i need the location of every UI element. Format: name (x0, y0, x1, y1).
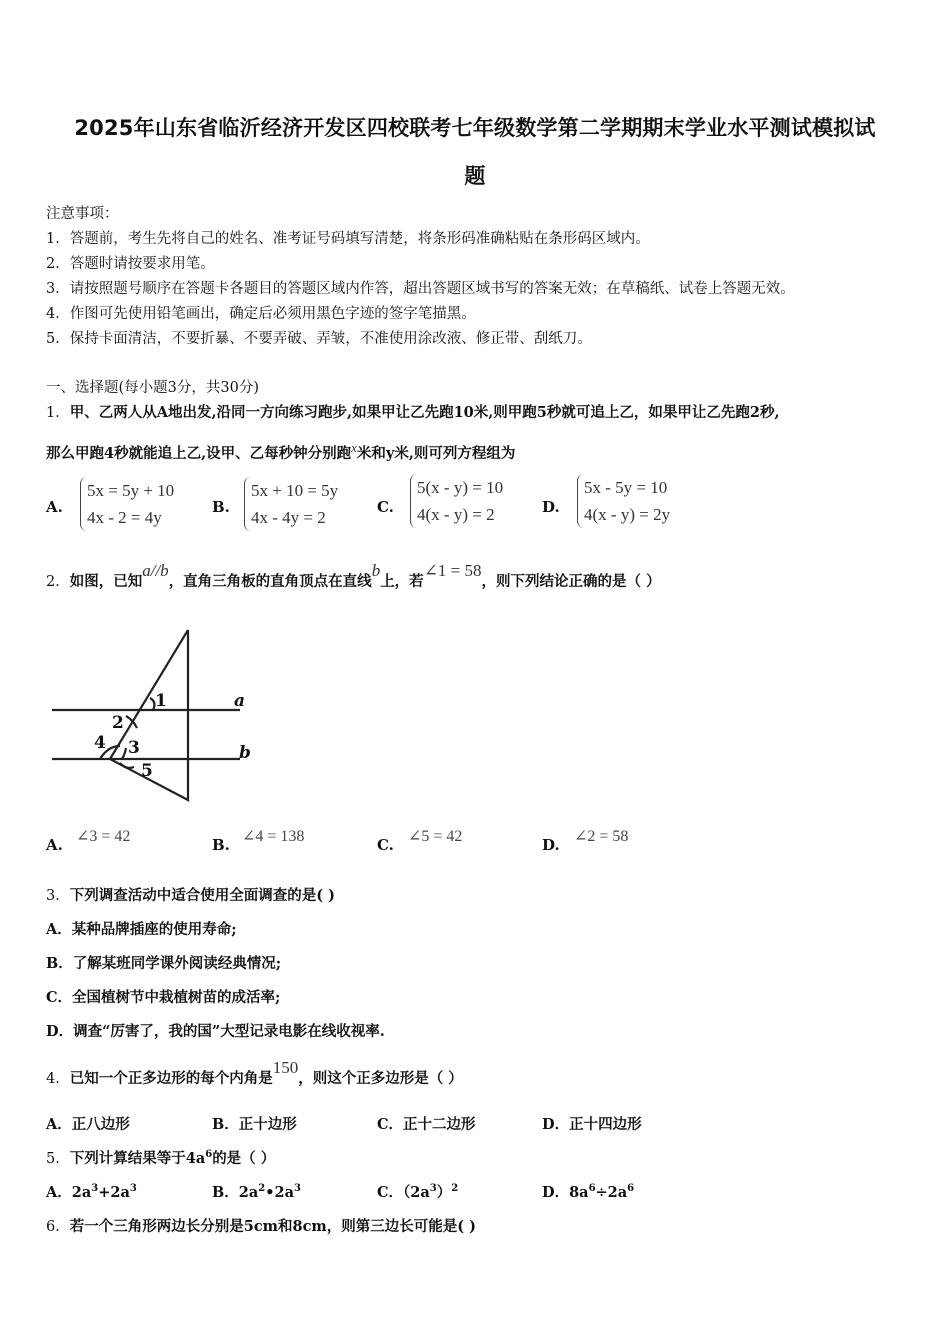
notice-item: 1．答题前，考生先将自己的姓名、准考证号码填写清楚，将条形码准确粘贴在条形码区域内。 (46, 231, 650, 247)
line-label-a: a (234, 691, 246, 711)
option-text: 正八边形 (71, 1116, 130, 1133)
option-label: A． (46, 1116, 72, 1133)
equation: 5x + 10 = 5y (251, 481, 339, 500)
exponent: 3 (293, 1183, 301, 1195)
equation-system-b (244, 477, 338, 531)
question-5-option-a (46, 1181, 137, 1202)
geometry-figure (40, 620, 280, 810)
question-4-part: 已知一个正多边形的每个内角是 (69, 1070, 273, 1087)
exponent: 6 (205, 1149, 213, 1161)
exponent: 6 (627, 1183, 635, 1195)
option-text: 正十二边形 (403, 1116, 476, 1133)
question-1-line2 (46, 440, 515, 463)
exponent: 3 (91, 1183, 99, 1195)
section-heading: 一、选择题(每小题3分，共30分) (46, 380, 259, 396)
question-number: 2． (46, 574, 70, 590)
question-6-text (46, 1215, 476, 1236)
exponent: 3 (429, 1183, 437, 1195)
equation-system-a (80, 477, 174, 531)
question-4-text (46, 1058, 463, 1088)
question-4-option-c (377, 1113, 476, 1134)
question-3-option-d (46, 1020, 385, 1041)
equation-system-c (410, 474, 503, 528)
question-number: 1． (46, 405, 70, 421)
question-5-option-c (377, 1181, 458, 1202)
question-number: 3． (46, 888, 70, 904)
equation: 4(x - y) = 2 (417, 505, 495, 524)
question-number: 6． (46, 1219, 70, 1235)
question-5-option-d (542, 1181, 634, 1202)
equation: 5x = 5y + 10 (87, 481, 175, 500)
question-5-part: 的是（ ） (212, 1150, 276, 1167)
option-label: D. (542, 836, 560, 854)
option-label: C. (377, 836, 394, 854)
option-label: B. (212, 836, 230, 854)
equation: 4(x - y) = 2y (584, 505, 671, 524)
page-title: 2025年山东省临沂经济开发区四校联考七年级数学第二学期期末学业水平测试模拟试 (74, 116, 876, 140)
option-expr: 2a (238, 1184, 259, 1201)
equation: 5x - 5y = 10 (584, 478, 668, 497)
question-2-part: 上，若 (380, 573, 424, 590)
question-1-line2-start: 那么甲跑4秒就能追上乙,设甲、乙每秒钟分别跑 (46, 444, 352, 462)
option-a-angle: ∠3 = 42 (76, 828, 131, 845)
math-a-parallel-b: a//b (142, 561, 169, 580)
question-4-part: ，则这个正多边形是（ ） (298, 1070, 463, 1087)
question-3-text (46, 884, 335, 905)
question-number: 4． (46, 1071, 70, 1087)
notice-heading: 注意事项： (46, 206, 119, 222)
exponent: 6 (588, 1183, 596, 1195)
math-angle-1: ∠1 = 58 (423, 561, 482, 580)
angle-label-1: 1 (155, 691, 167, 711)
question-6-stem: 若一个三角形两边长分别是5cm和8cm，则第三边长可能是( ) (69, 1218, 477, 1235)
angle-arc-5 (120, 763, 134, 768)
option-label: C． (46, 989, 73, 1006)
option-label: C. (377, 498, 394, 516)
notice-item: 2．答题时请按要求用笔。 (46, 256, 215, 272)
option-expr: 2a (71, 1184, 92, 1201)
option-text: 了解某班同学课外阅读经典情况; (72, 955, 282, 972)
exponent: 2 (451, 1183, 459, 1195)
option-label: D． (542, 1116, 570, 1133)
angle-label-4: 4 (94, 733, 106, 753)
question-3-stem: 下列调查活动中适合使用全面调查的是( ) (69, 887, 336, 904)
option-expr: •2a (265, 1184, 294, 1201)
option-expr: （2a (403, 1184, 430, 1201)
option-text: 全国植树节中栽植树苗的成活率; (72, 989, 281, 1006)
option-label: D. (542, 498, 560, 516)
option-label: A． (46, 1184, 72, 1201)
question-2-part: 如图，已知 (69, 573, 143, 590)
question-5-text (46, 1147, 275, 1168)
option-label: B． (212, 1184, 239, 1201)
option-label: A． (46, 921, 72, 938)
question-1-line1: 甲、乙两人从A地出发,沿同一方向练习跑步,如果甲让乙先跑10米,则甲跑5秒就可追上乙，如果甲让乙先跑2秒, (69, 404, 780, 421)
question-2-part: ，直角三角板的直角顶点在直线 (168, 573, 372, 590)
option-label: C． (377, 1184, 404, 1201)
equation: 4x - 4y = 2 (251, 508, 326, 527)
question-5-part: 下列计算结果等于4a (69, 1150, 206, 1167)
option-label: D． (542, 1184, 570, 1201)
equation: 4x - 2 = 4y (87, 508, 162, 527)
option-d-angle: ∠2 = 58 (574, 828, 629, 845)
question-4-option-b (212, 1113, 297, 1134)
question-2-text (46, 561, 661, 591)
option-text: 正十四边形 (569, 1116, 642, 1133)
equation: 5(x - y) = 10 (417, 478, 504, 497)
question-4-option-d (542, 1113, 642, 1134)
equation-system-d (577, 474, 670, 528)
notice-item: 5．保持卡面清洁，不要折暴、不要弄破、弄皱，不准使用涂改液、修正带、刮纸刀。 (46, 331, 592, 347)
option-expr: 8a (569, 1184, 589, 1201)
notice-item: 3．请按照题号顺序在答题卡各题目的答题区域内作答，超出答题区域书写的答案无效；在草稿纸、试卷上答题无效。 (46, 281, 795, 297)
question-3-option-b (46, 952, 281, 973)
question-3-option-a (46, 918, 237, 939)
option-label: C． (377, 1116, 404, 1133)
exponent: 2 (258, 1183, 266, 1195)
angle-label-3: 3 (128, 738, 140, 758)
angle-arc-1 (150, 698, 154, 710)
variable-x: x (351, 440, 357, 455)
option-c-angle: ∠5 = 42 (408, 828, 463, 845)
question-4-option-a (46, 1113, 130, 1134)
option-label: B． (46, 955, 73, 972)
question-5-option-b (212, 1181, 301, 1202)
question-2-part: ，则下列结论正确的是（ ） (481, 573, 661, 590)
question-number: 5． (46, 1151, 70, 1167)
notice-item: 4．作图可先使用铅笔画出，确定后必须用黑色字迹的签字笔描黑。 (46, 306, 476, 322)
option-label: B． (212, 1116, 239, 1133)
option-b-angle: ∠4 = 138 (242, 828, 305, 845)
math-line-b: b (371, 561, 381, 580)
option-label: A. (46, 836, 63, 854)
angle-label-5: 5 (141, 761, 153, 781)
math-angle-150: 150 (272, 1058, 299, 1077)
angle-arc-3 (122, 748, 126, 759)
exponent: 3 (129, 1183, 137, 1195)
option-label: A. (46, 498, 63, 516)
option-expr: ） (436, 1184, 452, 1201)
page-title-continued: 题 (464, 164, 486, 188)
option-text: 正十边形 (238, 1116, 297, 1133)
question-3-option-c (46, 986, 280, 1007)
option-label: D． (46, 1023, 74, 1040)
angle-label-2: 2 (112, 713, 124, 733)
line-label-b: b (239, 743, 251, 763)
option-expr: ÷2a (595, 1184, 628, 1201)
option-text: 某种品牌插座的使用寿命; (71, 921, 237, 938)
option-text: 调查“厉害了，我的国”大型记录电影在线收视率. (73, 1023, 385, 1040)
option-expr: +2a (98, 1184, 130, 1201)
question-1-line2-end: 米和y米,则可列方程组为 (356, 444, 516, 462)
question-1-text (46, 401, 780, 422)
option-label: B. (212, 498, 230, 516)
